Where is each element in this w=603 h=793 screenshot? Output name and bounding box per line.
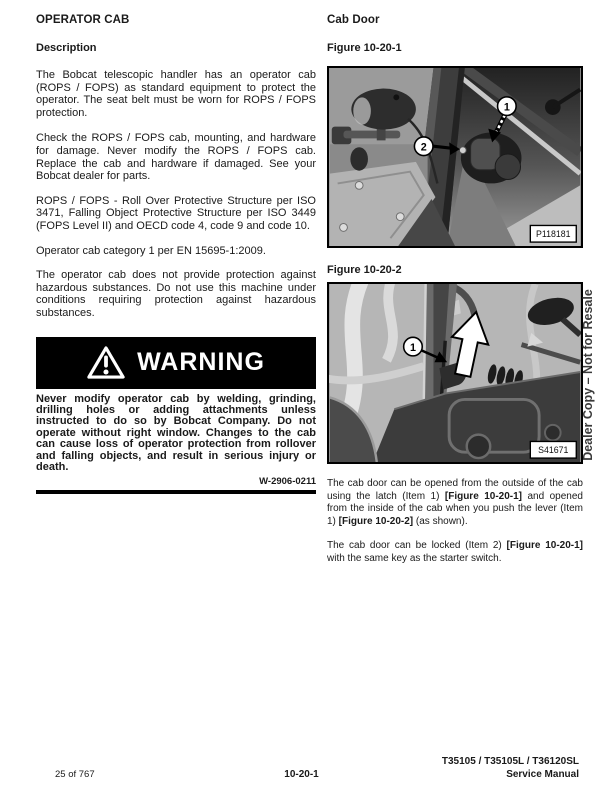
manual-identification	[442, 756, 579, 781]
text-segment: The cab door can be locked (Item 2)	[327, 540, 507, 552]
warning-text: Never modify operator cab by welding, grinding, drilling holes or adding attachments unless instructed to do so by Bobcat Company. Do not operate without right window. Changes to the cab can cause loss of operator protection from rollover and falling objects, and result in serious injury or death.	[36, 392, 316, 473]
subsection-title-description: Description	[36, 42, 97, 54]
section-title-operator-cab: OPERATOR CAB	[36, 14, 130, 26]
paragraph-check-rops: Check the ROPS / FOPS cab, mounting, and hardware for damage. Never modify the ROPS / FOPS cab. Replace the cab and hardware if damaged. See your Bobcat dealer for parts.	[36, 132, 316, 183]
warning-title: WARNING	[137, 348, 265, 376]
cab-door-lever-photo	[329, 284, 581, 462]
figure-reference: [Figure 10-20-2]	[338, 515, 414, 527]
svg-text:1: 1	[503, 101, 510, 114]
warning-code: W-2906-0211	[259, 476, 316, 488]
svg-text:1: 1	[409, 341, 416, 354]
figure-label-10-20-1: Figure 10-20-1	[327, 42, 402, 54]
section-title-cab-door: Cab Door	[327, 14, 380, 26]
figure-reference: [Figure 10-20-1]	[444, 490, 523, 502]
section-page-code: 10-20-1	[284, 769, 319, 780]
photo-id-label	[530, 225, 576, 242]
photo-id-label	[530, 441, 576, 458]
figure-10-20-2	[327, 282, 583, 464]
figure-reference: [Figure 10-20-1]	[506, 540, 583, 552]
text-segment: The cab door can be opened from the outside of the cab using the latch (Item 1)	[327, 478, 583, 502]
paragraph-rops-standards: ROPS / FOPS - Roll Over Protective Structure per ISO 3471, Falling Object Protective Structure per ISO 3449 (FOPS Level II) and OECD code 4, code 9 and code 10.	[36, 194, 316, 232]
cab-door-latch-photo	[329, 68, 581, 246]
left-column	[36, 0, 316, 494]
page-number: 25 of 767	[55, 769, 95, 780]
paragraph-rops-intro: The Bobcat telescopic handler has an operator cab (ROPS / FOPS) as standard equipment to protect the operator. The seat belt must be worn for ROPS / FOPS protection.	[36, 69, 316, 119]
figure-label-10-20-2: Figure 10-20-2	[327, 264, 402, 276]
paragraph-cab-door-lock	[327, 540, 583, 565]
figure-10-20-1	[327, 66, 583, 248]
paragraph-hazardous: The operator cab does not provide protection against hazardous substances. Do not use this machine under conditions requiring protection against hazardous substances.	[36, 269, 316, 319]
text-segment: and opened from the inside of the cab when you push the lever (Item 1)	[327, 490, 583, 527]
paragraph-cab-category: Operator cab category 1 per EN 15695-1:2009.	[36, 244, 266, 257]
svg-text:S41671: S41671	[538, 445, 569, 456]
paragraph-cab-door-open	[327, 478, 583, 528]
warning-triangle-icon	[87, 346, 125, 379]
warning-divider	[36, 490, 316, 494]
manual-title: Service Manual	[506, 768, 579, 780]
svg-text:2: 2	[420, 141, 427, 154]
text-segment: (as shown).	[413, 515, 468, 527]
warning-banner	[36, 337, 316, 389]
dealer-copy-watermark: Dealer Copy – Not for Resale	[581, 289, 595, 461]
svg-text:P118181: P118181	[536, 229, 571, 240]
right-column	[327, 0, 583, 566]
model-numbers: T35105 / T35105L / T36120SL	[441, 756, 579, 767]
text-segment: with the same key as the starter switch.	[327, 552, 502, 564]
